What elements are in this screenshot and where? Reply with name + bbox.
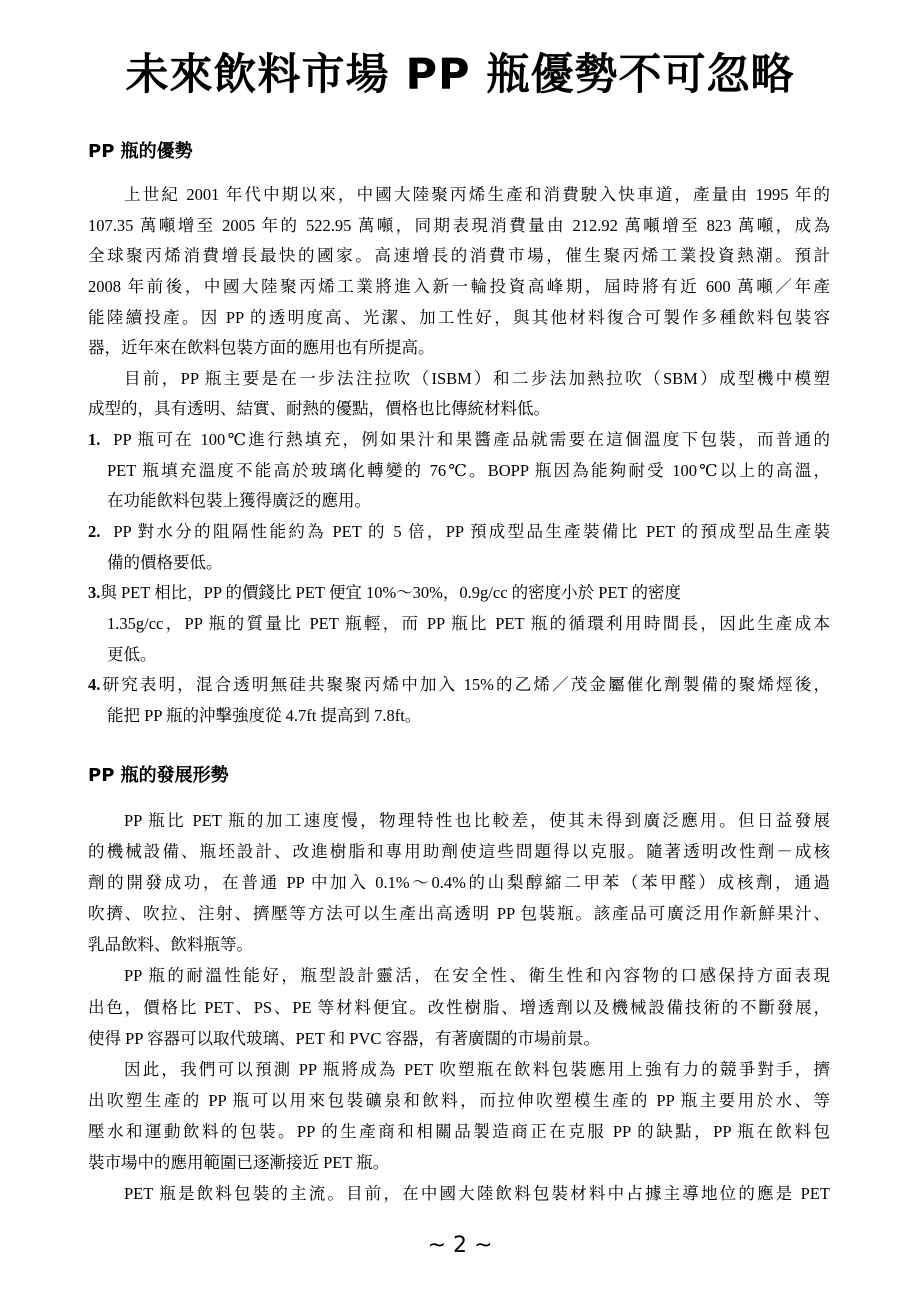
list-number: 1. [88,430,101,450]
text-line: 出吹塑生產的 PP 瓶可以用來包裝礦泉和飲料，而拉伸吹塑模生產的 PP 瓶主要用於水、等 [88,1090,830,1110]
text-line: 1.35g/cc，PP 瓶的質量比 PET 瓶輕，而 PP 瓶比 PET 瓶的循環利用時間長，因此生產成本 [107,613,830,633]
list-item-2 [88,517,830,548]
list-number: 4. [88,675,101,695]
text-line: 上世紀 2001 年代中期以來，中國大陸聚丙烯生產和消費駛入快車道，產量由 1995 年的 [124,185,830,204]
text-line: 目前，PP 瓶主要是在一步法注拉吹（ISBM）和二步法加熱拉吹（SBM）成型機中模塑 [124,368,830,388]
text-line: 更低。 [107,644,157,664]
text-line: 備的價格要低。 [107,552,223,572]
section-heading-advantages: PP 瓶的優勢 [88,141,193,162]
text-line: PP 瓶可在 100℃進行熱填充，例如果汁和果醬產品就需要在這個溫度下包裝，而普通的 [100,430,830,450]
list-item-4 [88,670,830,701]
list-item-3 [88,578,830,609]
text-line: 能陸續投產。因 PP 的透明度高、光潔、加工性好，與其他材料復合可製作多種飲料包裝容 [88,307,830,327]
text-line: 裝市場中的應用範圍已逐漸接近 PET 瓶。 [88,1153,390,1173]
text-line: PET 瓶填充溫度不能高於玻璃化轉變的 76℃。BOPP 瓶因為能夠耐受 100℃以上的高溫， [107,460,830,480]
text-line: 研究表明，混合透明無硅共聚聚丙烯中加入 15%的乙烯／茂金屬催化劑製備的聚烯烴後， [100,675,830,695]
text-line: PP 對水分的阻隔性能約為 PET 的 5 倍，PP 預成型品生產裝備比 PET 的預成型品生產裝 [100,522,830,542]
text-line: 吹擠、吹拉、注射、擠壓等方法可以生產出高透明 PP 包裝瓶。該產品可廣泛用作新鮮果汁、 [88,904,830,924]
list-item-1 [88,425,830,456]
text-line: 壓水和運動飲料的包裝。PP 的生產商和相關品製造商正在克服 PP 的缺點，PP 瓶在飲料包 [88,1121,830,1141]
text-line: 出色，價格比 PET、PS、PE 等材料便宜。改性樹脂、增透劑以及機械設備技術的不斷發展， [88,997,830,1017]
text-line: 與 PET 相比，PP 的價錢比 PET 便宜 10%～30%，0.9g/cc 的密度小於 PET 的密度 [100,583,681,603]
text-line: PET 瓶是飲料包裝的主流。目前，在中國大陸飲料包裝材料中占據主導地位的應是 PET [124,1184,830,1204]
text-line: 能把 PP 瓶的沖擊強度從 4.7ft 提高到 7.8ft。 [107,705,422,725]
text-line: 107.35 萬噸增至 2005 年的 522.95 萬噸，同期表現消費量由 212.92 萬噸增至 823 萬噸，成為 [88,215,830,235]
text-line: PP 瓶的耐溫性能好，瓶型設計靈活，在安全性、衛生性和內容物的口感保持方面表現 [124,966,830,986]
text-line: 器，近年來在飲料包裝方面的應用也有所提高。 [88,338,435,358]
list-number: 2. [88,522,101,542]
page-number: ~ 2 ~ [427,1233,493,1258]
section-heading-development: PP 瓶的發展形勢 [88,765,229,786]
section-advantages-body [88,180,830,732]
list-number: 3. [88,583,101,603]
section-development-body [88,805,830,1209]
document-title: 未來飲料市場 PP 瓶優勢不可忽略 [125,50,795,100]
text-line: 因此，我們可以預測 PP 瓶將成為 PET 吹塑瓶在飲料包裝應用上強有力的競爭對手，擠 [124,1059,830,1079]
text-line: 在功能飲料包裝上獲得廣泛的應用。 [107,491,371,511]
text-line: 劑的開發成功，在普通 PP 中加入 0.1%～0.4%的山梨醇縮二甲苯（苯甲醛）成核劑，通過 [88,873,830,893]
text-line: 2008 年前後，中國大陸聚丙烯工業將進入新一輪投資高峰期，屆時將有近 600 萬噸／年產 [88,276,830,296]
text-line: 成型的，具有透明、結實、耐熱的優點，價格也比傳統材料低。 [88,399,550,419]
text-line: 的機械設備、瓶坯設計、改進樹脂和專用助劑使這些問題得以克服。隨著透明改性劑－成核 [88,842,830,862]
text-line: 全球聚丙烯消費增長最快的國家。高速增長的消費市場，催生聚丙烯工業投資熱潮。預計 [88,246,830,266]
text-line: 乳品飲料、飲料瓶等。 [88,935,253,955]
text-line: PP 瓶比 PET 瓶的加工速度慢，物理特性也比較差，使其未得到廣泛應用。但日益發展 [124,811,830,830]
text-line: 使得 PP 容器可以取代玻璃、PET 和 PVC 容器，有著廣闊的市場前景。 [88,1028,600,1048]
